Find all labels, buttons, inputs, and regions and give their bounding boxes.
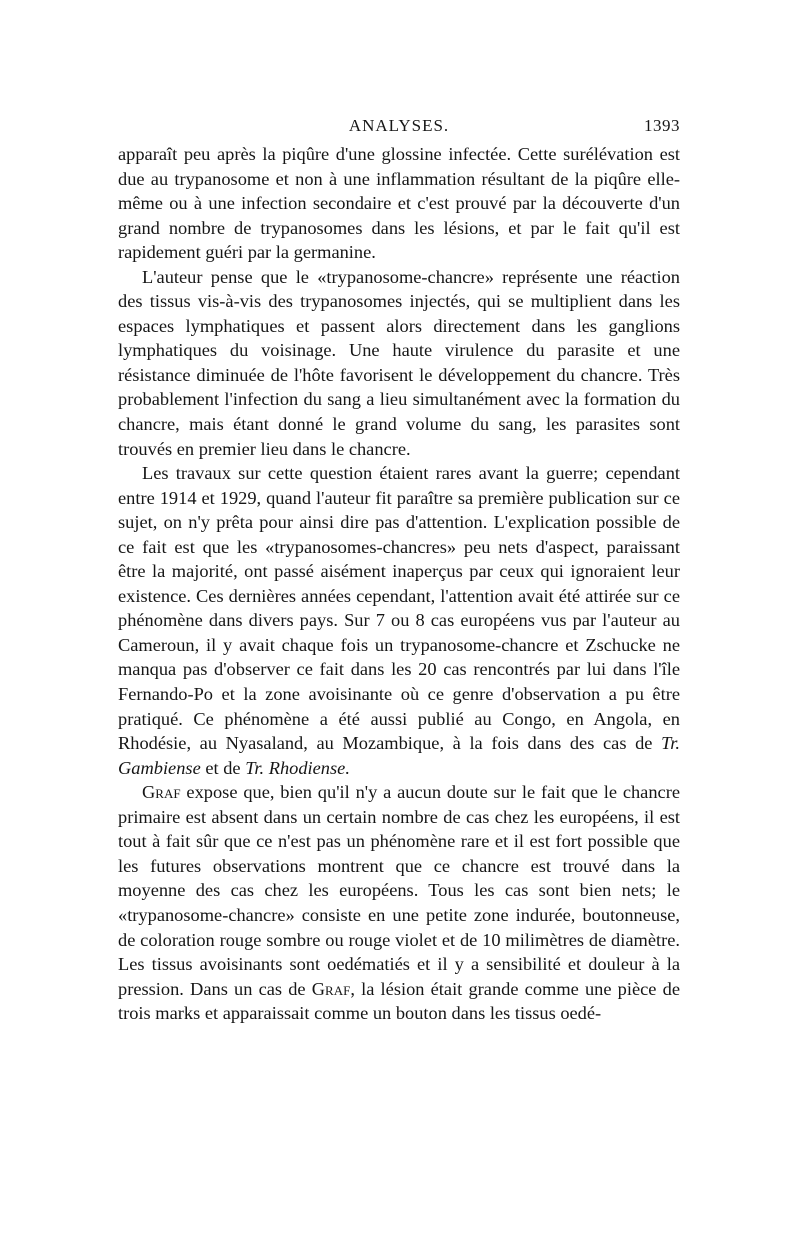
paragraph-2	[118, 265, 680, 461]
body-text	[118, 142, 680, 1026]
paragraph-3	[118, 461, 680, 780]
paragraph-1-text: apparaît peu après la piqûre d'une glossine infectée. Cette surélévation est due au trypanosome et non à une inflammation résultant de la piqûre elle-même ou à une infection secondaire et c'est prouvé par la découverte d'un grand nombre de trypanosomes dans les lésions, et par le fait qu'il est rapidement guéri par la germanine.	[118, 144, 680, 263]
paragraph-1	[118, 142, 680, 265]
running-title: ANALYSES.	[348, 116, 450, 135]
paragraph-4-text: expose que, bien qu'il n'y a aucun doute sur le fait que le chancre primaire est absent dans un certain nombre de cas chez les européens, il est tout à fait sûr que ce n'est pas un phénomène rare et il est fort possible que les futures observations montrent que ce chancre est trouvé dans la moyenne des cas chez les européens. Tous les cas sont bien nets; le «trypanosome-chancre» consiste en une petite zone indurée, boutonneuse, de coloration rouge sombre ou rouge violet et de 10 milimètres de diamètre. Les tissus avoisinants sont oedématiés et il y a sensibilité et douleur à la pression. Dans un cas de	[118, 782, 680, 999]
species-name-gambiense: Tr. Gambiense	[118, 733, 680, 778]
paragraph-3-text: Les travaux sur cette question étaient rares avant la guerre; cependant entre 1914 et 1929, quand l'auteur fit paraître sa première publication sur ce sujet, on n'y prêta pour ainsi dire pas d'attention. L'explication possible de ce fait est que les «trypanosomes-chancres» peu nets d'aspect, paraissant être la majorité, ont passé aisément inaperçus par ceux qui ignoraient leur existence. Ces dernières années cependant, l'attention avait été attirée sur ce phénomène dans divers pays. Sur 7 ou 8 cas européens vus par l'auteur au Cameroun, il y avait chaque fois un trypanosome-chancre et Zschucke ne manqua pas d'observer ce fait dans les 20 cas rencontrés par lui dans l'île Fernando-Po et la zone avoisinante où ce genre d'observation a pu être pratiqué. Ce phénomène a été aussi publié au Congo, en Angola, en Rhodésie, au Nyasaland, au Mozambique, à la fois dans des cas de	[118, 463, 680, 754]
page-header	[118, 112, 680, 142]
paragraph-2-text: L'auteur pense que le «trypanosome-chancre» représente une réaction des tissus vis-à-vis des trypanosomes injectés, qui se multiplient dans les espaces lymphatiques et passent alors directement dans les ganglions lymphatiques du voisinage. Une haute virulence du parasite et une résistance diminuée de l'hôte favorisent le développement du chancre. Très probablement l'infection du sang a lieu simultanément avec la formation du chancre, mais étant donné le grand volume du sang, les parasites sont trouvés en premier lieu dans le chancre.	[118, 266, 680, 459]
species-name-rhodiense: Tr. Rhodiense.	[245, 757, 350, 778]
paragraph-4	[118, 780, 680, 1025]
paragraph-4-text-end: , la lésion était grande comme une pièce de trois marks et apparaissait comme un bouton dans les tissus oedé-	[118, 978, 680, 1024]
document-page	[118, 112, 680, 1026]
author-name-graf-2: Graf	[311, 978, 351, 999]
author-name-graf: Graf	[142, 782, 181, 803]
page-number: 1393	[644, 116, 680, 135]
paragraph-3-connector: et de	[200, 757, 246, 778]
